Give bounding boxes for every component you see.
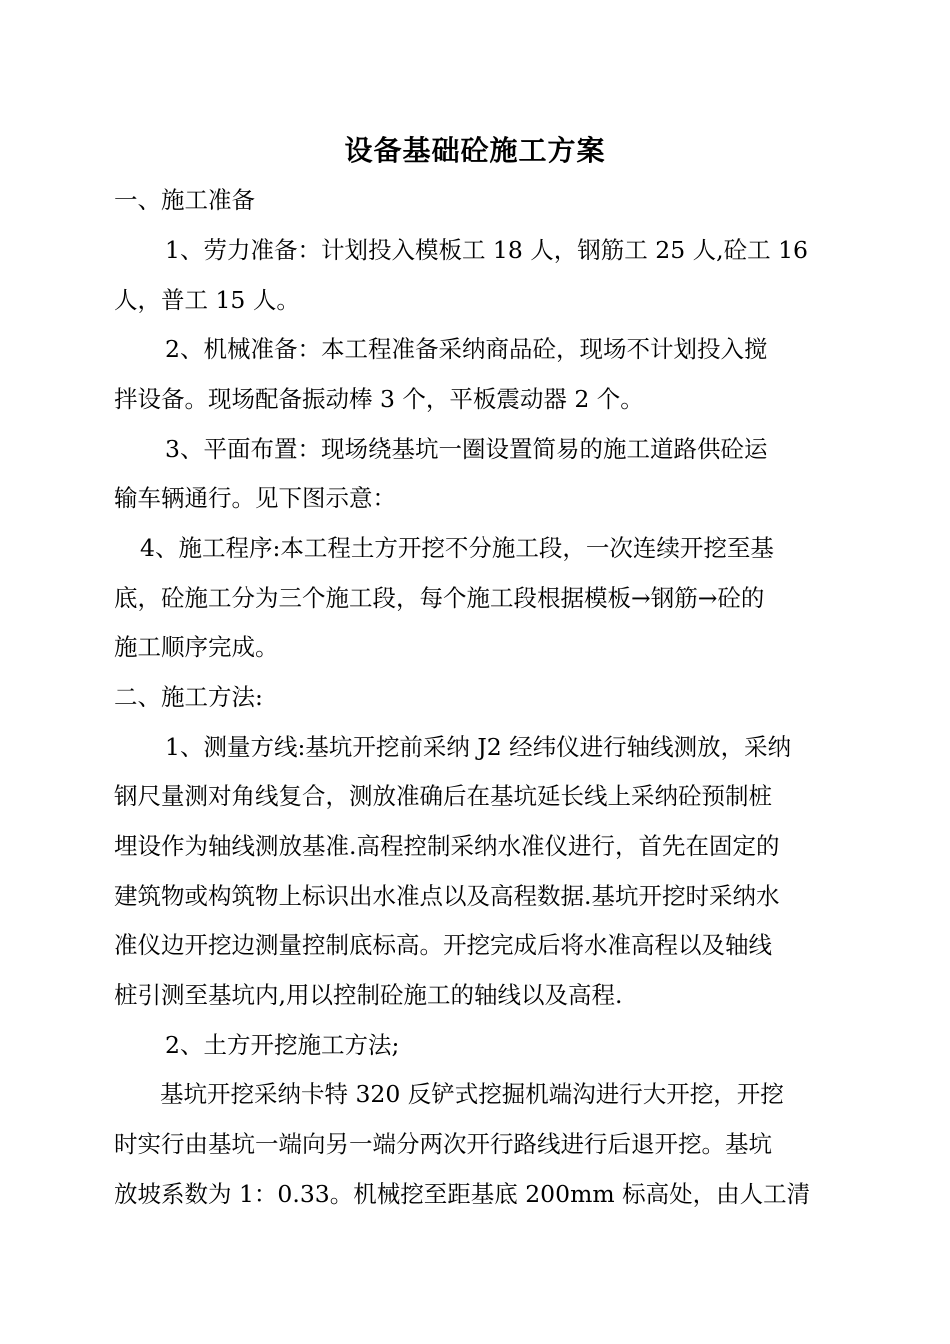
paragraph-line: 埋设作为轴线测放基准.高程控制采纳水准仪进行，首先在固定的: [114, 832, 780, 860]
document-title: 设备基础砼施工方案: [344, 134, 606, 167]
paragraph-line: 施工顺序完成。: [114, 633, 279, 661]
subsection-heading: 2、土方开挖施工方法;: [165, 1031, 400, 1059]
paragraph-line: 钢尺量测对角线复合，测放准确后在基坑延长线上采纳砼预制桩: [114, 782, 772, 810]
paragraph-line: 准仪边开挖边测量控制底标高。开挖完成后将水准高程以及轴线: [114, 931, 772, 959]
paragraph-line: 人，普工 15 人。: [114, 286, 300, 314]
paragraph-line: 底，砼施工分为三个施工段，每个施工段根据模板→钢筋→砼的: [114, 584, 765, 612]
paragraph-line: 桩引测至基坑内,用以控制砼施工的轴线以及高程.: [114, 981, 623, 1009]
paragraph-line: 4、施工程序:本工程土方开挖不分施工段，一次连续开挖至基: [140, 534, 774, 562]
paragraph-line: 拌设备。现场配备振动棒 3 个，平板震动器 2 个。: [114, 385, 644, 413]
paragraph-line: 3、平面布置：现场绕基坑一圈设置简易的施工道路供砼运: [165, 435, 768, 463]
paragraph-line: 时实行由基坑一端向另一端分两次开行路线进行后退开挖。基坑: [114, 1130, 772, 1158]
paragraph-line: 基坑开挖采纳卡特 320 反铲式挖掘机端沟进行大开挖，开挖: [160, 1080, 784, 1108]
paragraph-line: 1、测量方线:基坑开挖前采纳 J2 经纬仪进行轴线测放，采纳: [165, 733, 792, 761]
paragraph-line: 放坡系数为 1：0.33。机械挖至距基底 200mm 标高处，由人工清: [114, 1180, 811, 1208]
section-heading-methods: 二、施工方法:: [114, 683, 263, 711]
section-heading-preparation: 一、施工准备: [114, 186, 255, 214]
paragraph-line: 1、劳力准备：计划投入模板工 18 人，钢筋工 25 人,砼工 16: [165, 236, 808, 264]
paragraph-line: 建筑物或构筑物上标识出水准点以及高程数据.基坑开挖时采纳水: [114, 882, 780, 910]
paragraph-line: 2、机械准备：本工程准备采纳商品砼，现场不计划投入搅: [165, 335, 768, 363]
paragraph-line: 输车辆通行。见下图示意：: [114, 484, 396, 512]
